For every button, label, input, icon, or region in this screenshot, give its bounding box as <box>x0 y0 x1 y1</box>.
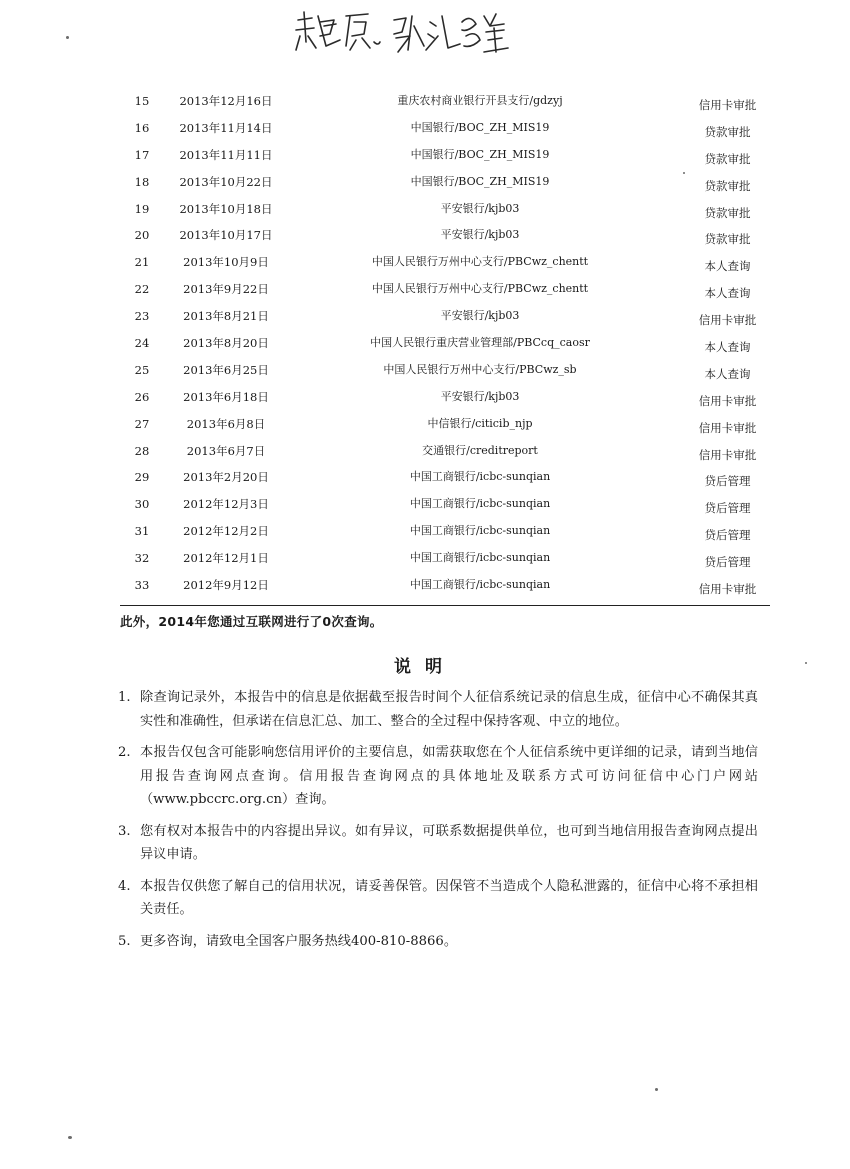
record-reason: 贷款审批 <box>704 124 751 139</box>
record-operator: 平安银行/kjb03 <box>440 228 520 242</box>
record-number: 20 <box>134 228 150 243</box>
record-operator: 中国银行/BOC_ZH_MIS19 <box>410 174 550 188</box>
record-operator: 中国工商银行/icbc-sunqian <box>409 551 551 565</box>
table-row <box>120 438 770 465</box>
note-number: 2. <box>118 745 131 760</box>
record-number: 19 <box>134 201 150 216</box>
table-row <box>120 384 770 411</box>
notes-title: 说明 <box>394 657 456 677</box>
record-number: 17 <box>134 147 150 162</box>
note-text: 除查询记录外，本报告中的信息是依据截至报告时间个人征信系统记录的信息生成，征信中心不确保其真实性和准确性，但承诺在信息汇总、加工、整合的全过程中保持客观、中立的地位。 <box>140 690 758 729</box>
record-reason: 贷款审批 <box>704 232 751 247</box>
table-row <box>120 196 770 223</box>
table-bottom-rule <box>120 605 770 606</box>
online-query-note: 此外，2014年您通过互联网进行了0次查询。 <box>120 614 383 629</box>
note-item <box>118 875 758 922</box>
record-number: 18 <box>134 174 150 189</box>
record-operator: 平安银行/kjb03 <box>440 389 520 403</box>
note-item <box>118 820 758 867</box>
record-operator: 中国工商银行/icbc-sunqian <box>409 497 551 511</box>
record-reason: 贷后管理 <box>704 501 751 516</box>
record-reason: 信用卡审批 <box>698 582 757 597</box>
record-date: 2012年12月3日 <box>183 497 269 512</box>
record-date: 2012年12月2日 <box>183 524 269 539</box>
record-date: 2013年10月17日 <box>179 228 273 243</box>
table-row <box>120 411 770 438</box>
record-operator: 中国人民银行万州中心支行/PBCwz_sb <box>383 362 577 376</box>
record-reason: 贷后管理 <box>704 555 751 570</box>
record-operator: 中国银行/BOC_ZH_MIS19 <box>410 147 550 161</box>
note-item <box>118 741 758 812</box>
handwritten-signature <box>290 6 520 62</box>
record-reason: 本人查询 <box>704 366 751 381</box>
record-number: 30 <box>134 497 150 512</box>
record-number: 16 <box>134 120 150 135</box>
record-date: 2013年8月21日 <box>183 309 269 324</box>
record-number: 24 <box>134 336 150 351</box>
table-row <box>120 249 770 276</box>
scan-speck <box>68 1136 72 1139</box>
table-row <box>120 276 770 303</box>
note-text: 本报告仅供您了解自己的信用状况，请妥善保管。因保管不当造成个人隐私泄露的，征信中心将不承担相关责任。 <box>140 878 758 917</box>
record-reason: 贷款审批 <box>704 151 751 166</box>
record-date: 2013年10月18日 <box>179 201 273 216</box>
record-reason: 本人查询 <box>704 286 751 301</box>
table-row <box>120 357 770 384</box>
record-reason: 信用卡审批 <box>698 393 757 408</box>
signature-scribble <box>290 6 520 62</box>
record-number: 28 <box>134 443 150 458</box>
table-row <box>120 115 770 142</box>
record-reason: 贷款审批 <box>704 178 751 193</box>
record-date: 2012年12月1日 <box>183 551 269 566</box>
record-reason: 贷款审批 <box>704 205 751 220</box>
record-number: 33 <box>134 578 150 593</box>
table-row <box>120 169 770 196</box>
record-number: 27 <box>134 416 150 431</box>
record-date: 2013年8月20日 <box>183 336 269 351</box>
record-operator: 中国人民银行万州中心支行/PBCwz_chentt <box>371 255 589 269</box>
table-row <box>120 142 770 169</box>
table-row <box>120 222 770 249</box>
record-date: 2013年10月22日 <box>179 174 273 189</box>
record-reason: 信用卡审批 <box>698 447 757 462</box>
record-operator: 中国工商银行/icbc-sunqian <box>409 470 551 484</box>
record-operator: 平安银行/kjb03 <box>440 201 520 215</box>
record-date: 2013年6月18日 <box>183 389 269 404</box>
record-number: 22 <box>134 282 150 297</box>
record-date: 2013年9月22日 <box>183 282 269 297</box>
note-number: 1. <box>118 690 131 705</box>
scan-speck <box>655 1088 658 1091</box>
record-date: 2012年9月12日 <box>183 578 269 593</box>
record-operator: 平安银行/kjb03 <box>440 309 520 323</box>
table-row <box>120 545 770 572</box>
record-operator: 中国工商银行/icbc-sunqian <box>409 524 551 538</box>
note-number: 3. <box>118 823 131 839</box>
record-reason: 信用卡审批 <box>698 420 757 435</box>
record-reason: 本人查询 <box>704 259 751 274</box>
record-date: 2013年12月16日 <box>179 94 273 108</box>
record-date: 2013年2月20日 <box>183 470 269 485</box>
record-date: 2013年10月9日 <box>183 255 269 270</box>
record-number: 32 <box>134 551 150 566</box>
table-row <box>120 330 770 357</box>
record-operator: 中国工商银行/icbc-sunqian <box>409 578 551 592</box>
record-number: 15 <box>134 94 150 108</box>
scan-speck <box>66 36 69 39</box>
table-row <box>120 88 770 115</box>
record-operator: 交通银行/creditreport <box>422 443 538 457</box>
note-text: 更多咨询，请致电全国客户服务热线400-810-8866。 <box>140 933 458 949</box>
record-reason: 贷后管理 <box>704 474 751 489</box>
record-operator: 中国银行/BOC_ZH_MIS19 <box>410 120 550 134</box>
record-number: 29 <box>134 470 150 485</box>
record-date: 2013年6月25日 <box>183 362 269 377</box>
record-date: 2013年6月8日 <box>186 416 266 431</box>
record-operator: 中信银行/citicib_njp <box>427 416 533 430</box>
table-row <box>120 464 770 491</box>
query-records-table <box>120 88 770 599</box>
record-reason: 信用卡审批 <box>698 98 757 112</box>
note-item <box>118 930 758 954</box>
table-row <box>120 572 770 599</box>
table-row <box>120 518 770 545</box>
note-number: 4. <box>118 878 131 894</box>
note-text: 本报告仅包含可能影响您信用评价的主要信息，如需获取您在个人征信系统中更详细的记录，请到当地信用报告查询网点查询。信用报告查询网点的具体地址及联系方式可访问征信中心门户网站（www.pbccrc.org.cn）查询。 <box>140 745 758 807</box>
notes-list <box>118 686 758 961</box>
record-number: 26 <box>134 389 150 404</box>
record-date: 2013年11月14日 <box>179 120 273 135</box>
record-operator: 中国人民银行重庆营业管理部/PBCcq_caosr <box>370 336 590 350</box>
record-operator: 中国人民银行万州中心支行/PBCwz_chentt <box>371 282 589 296</box>
record-reason: 贷后管理 <box>704 528 751 543</box>
record-operator: 重庆农村商业银行开县支行/gdzyj <box>397 94 563 107</box>
record-number: 21 <box>134 255 150 270</box>
record-date: 2013年11月11日 <box>179 147 273 162</box>
record-reason: 信用卡审批 <box>698 313 757 328</box>
note-text: 您有权对本报告中的内容提出异议。如有异议，可联系数据提供单位，也可到当地信用报告查询网点提出异议申请。 <box>140 823 758 862</box>
note-item <box>118 686 758 733</box>
table-row <box>120 491 770 518</box>
note-number: 5. <box>118 933 131 949</box>
record-date: 2013年6月7日 <box>186 443 266 458</box>
record-number: 23 <box>134 309 150 324</box>
table-row <box>120 303 770 330</box>
record-number: 25 <box>134 362 150 377</box>
record-reason: 本人查询 <box>704 340 751 355</box>
record-number: 31 <box>134 524 150 539</box>
